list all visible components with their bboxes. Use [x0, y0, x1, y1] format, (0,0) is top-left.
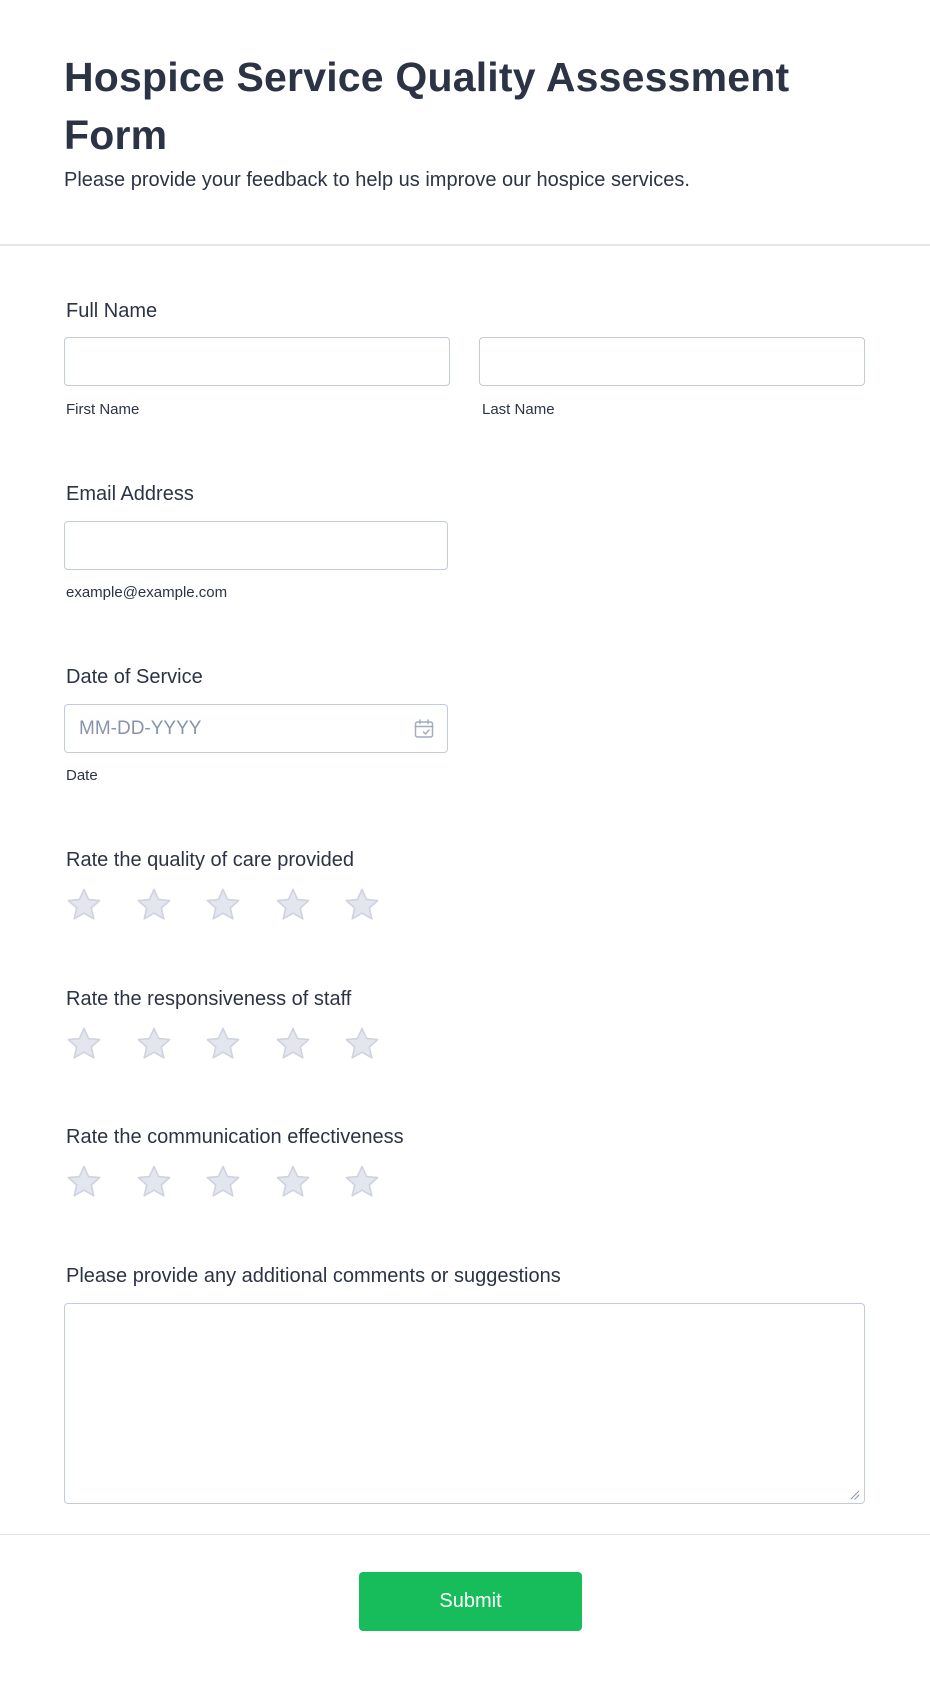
star-icon[interactable] — [134, 886, 174, 926]
star-icon[interactable] — [203, 1025, 243, 1065]
star-icon[interactable] — [273, 1163, 313, 1203]
comments-label: Please provide any additional comments or suggestions — [66, 1265, 561, 1287]
footer-divider — [0, 1534, 930, 1535]
star-rating-quality — [64, 886, 394, 926]
email-sublabel: example@example.com — [66, 584, 228, 601]
calendar-icon[interactable] — [412, 717, 436, 741]
email-input[interactable] — [64, 521, 448, 570]
star-rating-communication — [64, 1163, 394, 1203]
form-header — [0, 0, 930, 246]
date-input[interactable] — [64, 704, 448, 753]
first-name-sublabel: First Name — [66, 401, 140, 418]
resize-grip-icon[interactable] — [848, 1487, 860, 1499]
star-icon[interactable] — [134, 1163, 174, 1203]
star-icon[interactable] — [64, 886, 104, 926]
last-name-input[interactable] — [479, 337, 865, 386]
comments-textarea[interactable] — [64, 1303, 865, 1504]
rating-label-responsiveness: Rate the responsiveness of staff — [66, 988, 352, 1010]
form-subtitle: Please provide your feedback to help us improve our hospice services. — [64, 169, 690, 191]
date-sublabel: Date — [66, 767, 98, 784]
full-name-label: Full Name — [66, 300, 158, 322]
star-rating-responsiveness — [64, 1025, 394, 1065]
star-icon[interactable] — [342, 886, 382, 926]
star-icon[interactable] — [134, 1025, 174, 1065]
email-label: Email Address — [66, 483, 194, 505]
date-label: Date of Service — [66, 666, 203, 688]
rating-label-communication: Rate the communication effectiveness — [66, 1126, 404, 1148]
last-name-sublabel: Last Name — [482, 401, 555, 418]
star-icon[interactable] — [273, 1025, 313, 1065]
star-icon[interactable] — [203, 1163, 243, 1203]
star-icon[interactable] — [273, 886, 313, 926]
star-icon[interactable] — [342, 1025, 382, 1065]
star-icon[interactable] — [64, 1163, 104, 1203]
star-icon[interactable] — [342, 1163, 382, 1203]
form-title: Hospice Service Quality Assessment Form — [64, 54, 790, 158]
star-icon[interactable] — [203, 886, 243, 926]
submit-button[interactable]: Submit — [359, 1572, 582, 1631]
first-name-input[interactable] — [64, 337, 450, 386]
rating-label-quality: Rate the quality of care provided — [66, 849, 354, 871]
star-icon[interactable] — [64, 1025, 104, 1065]
